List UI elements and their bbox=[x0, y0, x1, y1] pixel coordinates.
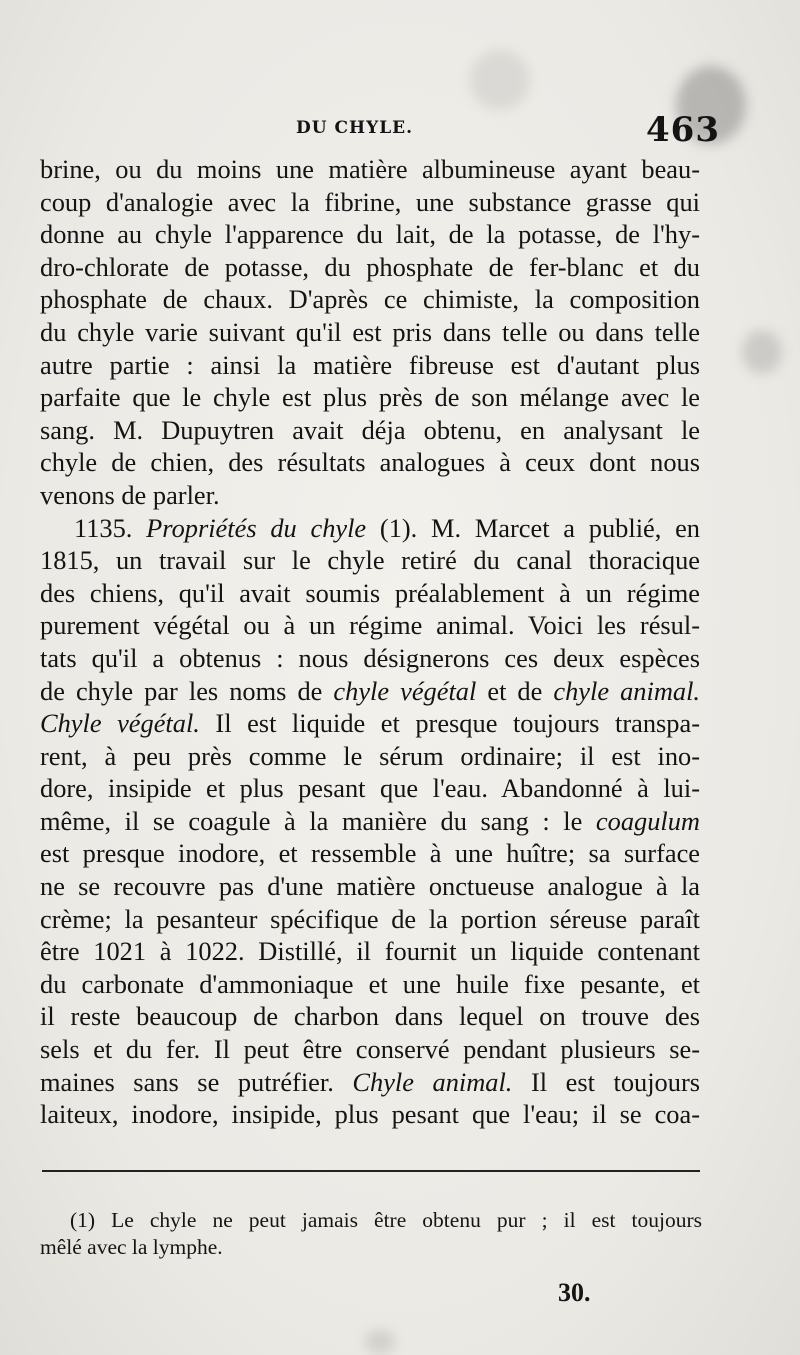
footnote-line: (1) Le chyle ne peut jamais être obtenu pur ; il est toujours bbox=[70, 1208, 702, 1232]
text-line: ne se recouvre pas d'une matière onctueuse analogue à la bbox=[40, 871, 700, 902]
ink-stain bbox=[365, 1330, 395, 1354]
page-header bbox=[0, 110, 800, 150]
text-fragment: maines sans se putréfier. bbox=[40, 1066, 353, 1097]
text-fragment: (1). M. Marcet a publié, en bbox=[366, 512, 700, 543]
text-line: venons de parler. bbox=[40, 479, 220, 510]
text-line: des chiens, qu'il avait soumis préalablement à un régime bbox=[40, 577, 700, 608]
text-line: est presque inodore, et ressemble à une huître; sa surface bbox=[40, 838, 700, 869]
body-text bbox=[40, 153, 700, 1131]
text-line: du carbonate d'ammoniaque et une huile fixe pesante, et bbox=[40, 968, 700, 999]
text-line: coup d'analogie avec la fibrine, une substance grasse qui bbox=[40, 186, 700, 217]
text-line bbox=[40, 805, 700, 838]
text-line: rent, à peu près comme le sérum ordinaire; il est ino- bbox=[40, 740, 700, 771]
italic-term: Chyle animal. bbox=[352, 1066, 513, 1097]
page-number: 463 bbox=[646, 110, 720, 150]
italic-term: coagulum bbox=[595, 805, 700, 836]
text-line: brine, ou du moins une matière albumineuse ayant beau- bbox=[40, 154, 700, 184]
text-line: purement végétal ou à un régime animal. Voici les résul- bbox=[40, 610, 700, 641]
running-title: DU CHYLE. bbox=[296, 118, 414, 138]
text-line: sels et du fer. Il peut être conservé pendant plusieurs se- bbox=[40, 1034, 700, 1065]
text-fragment: Il est liquide et presque toujours transpa- bbox=[199, 708, 700, 739]
text-line: être 1021 à 1022. Distillé, il fournit un liquide contenant bbox=[40, 936, 700, 967]
text-line: tats qu'il a obtenus : nous désignerons ces deux espèces bbox=[40, 642, 700, 673]
footnote-line: mêlé avec la lymphe. bbox=[40, 1235, 223, 1259]
paragraph-number: 1135. bbox=[74, 512, 133, 543]
text-fragment: Il est toujours bbox=[512, 1066, 700, 1097]
text-line: dro-chlorate de potasse, du phosphate de fer-blanc et du bbox=[40, 251, 700, 282]
text-line: parfaite que le chyle est plus près de son mélange avec le bbox=[40, 382, 700, 413]
text-line: du chyle varie suivant qu'il est pris dans telle ou dans telle bbox=[40, 316, 700, 347]
footnote-divider bbox=[42, 1170, 700, 1172]
text-fragment: et de bbox=[476, 675, 554, 706]
text-line: dore, insipide et plus pesant que l'eau. Abandonné à lui- bbox=[40, 773, 700, 804]
ink-stain bbox=[742, 330, 782, 374]
text-line: crème; la pesanteur spécifique de la portion séreuse paraît bbox=[40, 903, 700, 934]
text-line: 1815, un travail sur le chyle retiré du canal thoracique bbox=[40, 545, 700, 576]
italic-term: Chyle végétal. bbox=[40, 708, 200, 739]
text-line: sang. M. Dupuytren avait déja obtenu, en analysant le bbox=[40, 414, 700, 445]
text-line: autre partie : ainsi la matière fibreuse est d'autant plus bbox=[40, 349, 700, 380]
section-heading: Propriétés du chyle bbox=[146, 512, 367, 543]
text-line: chyle de chien, des résultats analogues à ceux dont nous bbox=[40, 447, 700, 478]
paragraph-1135-first-line bbox=[40, 512, 700, 545]
text-line: laiteux, inodore, insipide, plus pesant que l'eau; il se coa- bbox=[40, 1099, 700, 1130]
text-fragment: même, il se coagule à la manière du sang : le bbox=[40, 805, 596, 836]
text-line bbox=[40, 675, 700, 708]
signature-mark: 30. bbox=[558, 1278, 591, 1307]
ink-stain bbox=[470, 50, 530, 110]
text-line: il reste beaucoup de charbon dans lequel on trouve des bbox=[40, 1001, 700, 1032]
italic-term: chyle animal. bbox=[553, 675, 700, 706]
footnote bbox=[40, 1207, 702, 1261]
text-line bbox=[40, 707, 700, 740]
text-line: phosphate de chaux. D'après ce chimiste, la composition bbox=[40, 284, 700, 315]
italic-term: chyle végétal bbox=[333, 675, 477, 706]
text-line bbox=[40, 1066, 700, 1099]
text-fragment: de chyle par les noms de bbox=[40, 675, 334, 706]
text-line: donne au chyle l'apparence du lait, de la potasse, de l'hy- bbox=[40, 219, 700, 250]
